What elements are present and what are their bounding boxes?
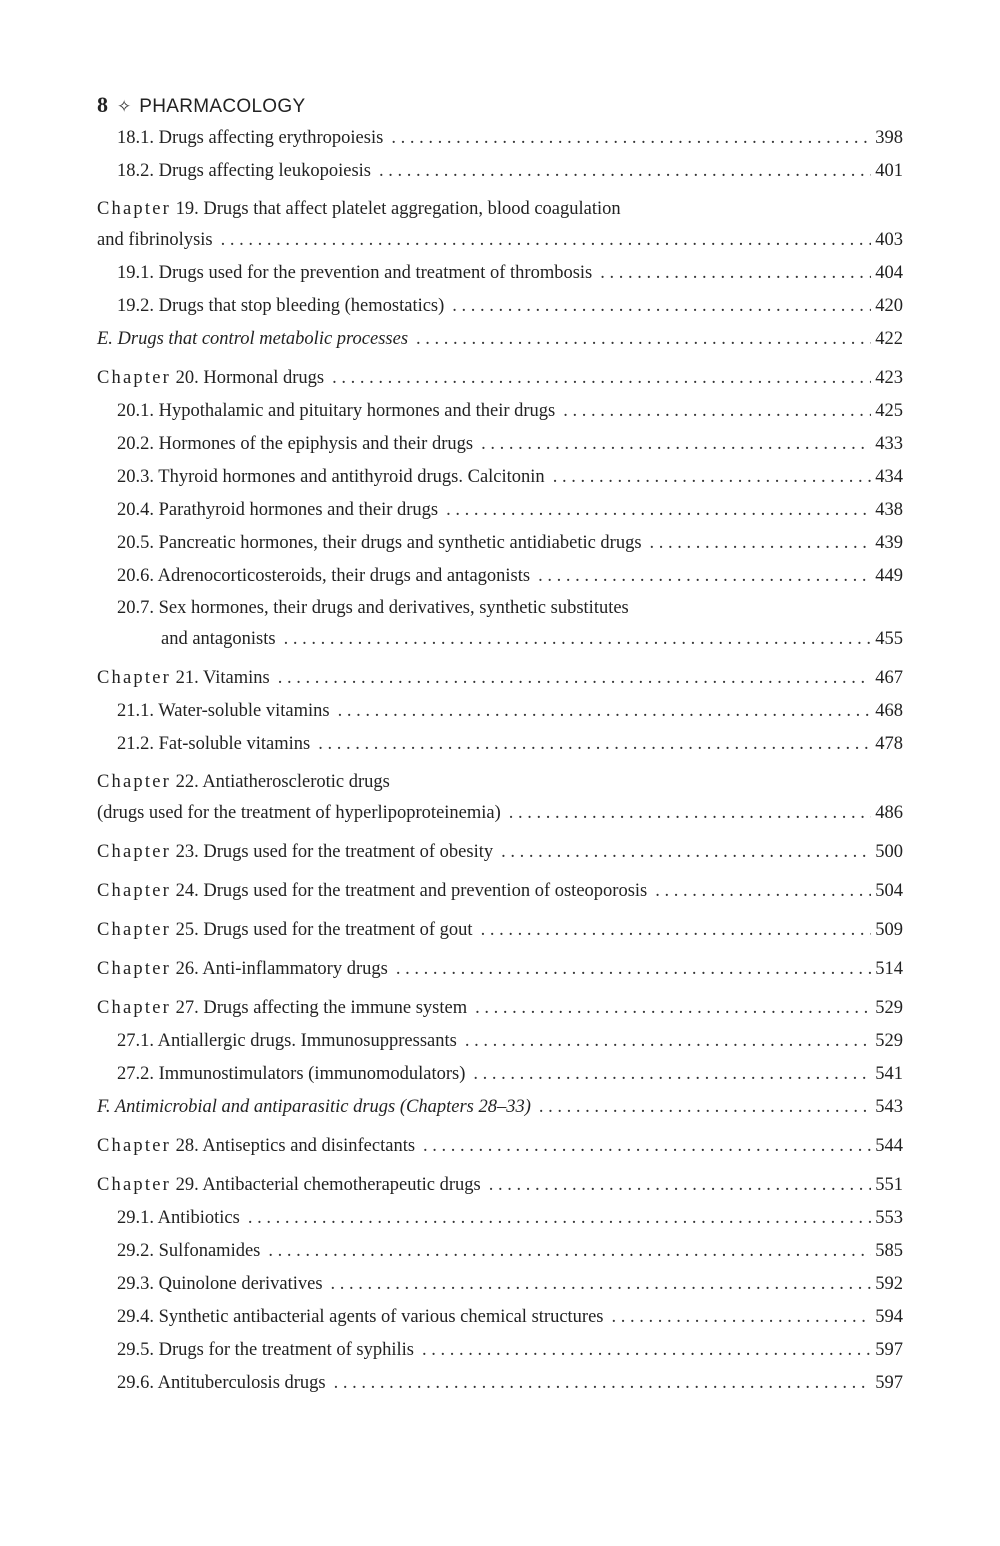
toc-page-number: 504 (875, 881, 903, 901)
toc-entry-text: 18.1. Drugs affecting erythropoiesis (117, 128, 384, 148)
toc-page-number: 433 (875, 434, 903, 454)
dot-leader (268, 1235, 871, 1268)
dot-leader (563, 395, 871, 428)
toc-entry-text: and fibrinolysis (97, 230, 213, 250)
toc-page-number: 422 (875, 329, 903, 349)
toc-entry-sub[interactable] (97, 494, 903, 527)
toc-page-number: 544 (875, 1136, 903, 1156)
dot-leader (248, 1202, 871, 1235)
toc-entry-sub[interactable] (97, 1301, 903, 1334)
toc-entry-title (117, 290, 444, 323)
toc-page-number: 592 (875, 1274, 903, 1294)
toc-entry-row (97, 1169, 903, 1202)
toc-entry-title (97, 323, 408, 356)
toc-entry-title (97, 362, 324, 395)
toc-entry-sub[interactable] (97, 1202, 903, 1235)
toc-entry-text: 20.5. Pancreatic hormones, their drugs and synthetic antidiabetic drugs (117, 533, 642, 553)
toc-entry-title (117, 428, 473, 461)
toc-entry-text: 25. Drugs used for the treatment of gout (175, 920, 473, 940)
toc-entry-sub[interactable] (97, 593, 903, 656)
toc-entry-row (97, 323, 903, 356)
chapter-label: Chapter (97, 959, 171, 979)
toc-entry-text: 24. Drugs used for the treatment and prevention of osteoporosis (175, 881, 648, 901)
toc-entry-first-line (97, 767, 903, 797)
toc-entry-title (97, 992, 467, 1025)
toc-entry-row (97, 155, 903, 188)
dot-leader (318, 728, 871, 761)
chapter-label: Chapter (97, 881, 171, 901)
toc-entry-text: F. Antimicrobial and antiparasitic drugs (Chapters 28–33) (97, 1097, 531, 1117)
toc-entry-title (97, 224, 213, 257)
toc-entry-title (97, 1130, 415, 1163)
toc-entry-row (97, 362, 903, 395)
dot-leader (655, 875, 871, 908)
toc-page-number: 425 (875, 401, 903, 421)
toc-page-number: 401 (875, 161, 903, 181)
toc-entry-text: 21.2. Fat-soluble vitamins (117, 734, 311, 754)
toc-entry-first-line (97, 194, 903, 224)
toc-page-number: 514 (875, 959, 903, 979)
toc-entry-sub[interactable] (97, 257, 903, 290)
toc-entry-chapter[interactable] (97, 875, 903, 908)
toc-entry-title (97, 1169, 481, 1202)
toc-entry-sub[interactable] (97, 1268, 903, 1301)
toc-entry-row (97, 914, 903, 947)
toc-entry-chapter[interactable] (97, 1169, 903, 1202)
toc-entry-title (117, 1268, 323, 1301)
chapter-label: Chapter (97, 368, 171, 388)
toc-entry-row (97, 527, 903, 560)
chapter-label: Chapter (97, 998, 171, 1018)
toc-entry-text: 27.2. Immunostimulators (immunomodulators) (117, 1064, 466, 1084)
toc-entry-text: 29.3. Quinolone derivatives (117, 1274, 323, 1294)
toc-entry-text: 26. Anti-inflammatory drugs (175, 959, 388, 979)
toc-entry-title (117, 257, 592, 290)
toc-entry-section[interactable] (97, 1091, 903, 1124)
chapter-label: Chapter (97, 1175, 171, 1195)
toc-entry-row (97, 461, 903, 494)
toc-entry-sub[interactable] (97, 1334, 903, 1367)
toc-entry-text: 27.1. Antiallergic drugs. Immunosuppressants (117, 1031, 457, 1051)
toc-entry-row (97, 290, 903, 323)
toc-entry-row (97, 1091, 903, 1124)
toc-entry-sub[interactable] (97, 527, 903, 560)
toc-entry-first-line (97, 593, 903, 623)
toc-entry-row (97, 257, 903, 290)
toc-entry-text: 21. Vitamins (175, 668, 270, 688)
toc-entry-chapter[interactable] (97, 836, 903, 869)
dot-leader (396, 953, 871, 986)
toc-page-number: 509 (875, 920, 903, 940)
toc-entry-row (97, 623, 903, 656)
toc-entry-title (97, 1091, 531, 1124)
toc-entry-title (117, 155, 371, 188)
toc-entry-text: E. Drugs that control metabolic processes (97, 329, 409, 349)
toc-entry-row (97, 1025, 903, 1058)
toc-entry-sub[interactable] (97, 1367, 903, 1400)
toc-entry-title (117, 494, 438, 527)
toc-entry-title: 19. Drugs that affect platelet aggregation, blood coagulation (175, 199, 621, 219)
toc-entry-title (117, 1235, 260, 1268)
toc-page-number: 404 (875, 263, 903, 283)
dot-leader (473, 1058, 871, 1091)
toc-entry-text: 23. Drugs used for the treatment of obesity (175, 842, 494, 862)
toc-entry-row (97, 1301, 903, 1334)
dot-leader (475, 992, 871, 1025)
dot-leader (481, 914, 872, 947)
toc-page-number: 467 (875, 668, 903, 688)
dot-leader (509, 797, 871, 830)
toc-entry-title (97, 797, 501, 830)
toc-entry-title (97, 914, 473, 947)
dot-leader (612, 1301, 872, 1334)
dot-leader (334, 1367, 872, 1400)
toc-entry-row (97, 428, 903, 461)
toc-entry-row (97, 1268, 903, 1301)
toc-page (97, 92, 903, 1400)
toc-entry-sub[interactable] (97, 695, 903, 728)
toc-entry-sub[interactable] (97, 290, 903, 323)
toc-page-number: 551 (875, 1175, 903, 1195)
toc-entry-row (97, 1130, 903, 1163)
toc-entry-sub[interactable] (97, 1235, 903, 1268)
toc-page-number: 439 (875, 533, 903, 553)
dot-leader (553, 461, 872, 494)
toc-entry-row (97, 224, 903, 257)
toc-entry-row (97, 1058, 903, 1091)
toc-entry-title (97, 875, 647, 908)
toc-page-number: 553 (875, 1208, 903, 1228)
dot-leader (538, 560, 871, 593)
toc-entry-chapter[interactable] (97, 194, 903, 257)
toc-page-number: 478 (875, 734, 903, 754)
toc-entry-title (117, 527, 642, 560)
toc-page-number: 486 (875, 803, 903, 823)
dot-leader (338, 695, 872, 728)
toc-entry-text: 20. Hormonal drugs (175, 368, 325, 388)
chapter-label: Chapter (97, 668, 171, 688)
toc-entry-chapter[interactable] (97, 1130, 903, 1163)
toc-entry-text: 20.1. Hypothalamic and pituitary hormones and their drugs (117, 401, 556, 421)
toc-page-number: 529 (875, 998, 903, 1018)
toc-entry-row (97, 797, 903, 830)
toc-entry-sub[interactable] (97, 461, 903, 494)
dot-leader (465, 1025, 871, 1058)
toc-entry-row (97, 395, 903, 428)
toc-entry-title (117, 122, 383, 155)
toc-entry-text: 29.5. Drugs for the treatment of syphilis (117, 1340, 414, 1360)
toc-entry-row (97, 1235, 903, 1268)
toc-entry-sub[interactable] (97, 155, 903, 188)
toc-entry-text: 20.2. Hormones of the epiphysis and their drugs (117, 434, 474, 454)
dot-leader (379, 155, 871, 188)
toc-entry-sub[interactable] (97, 728, 903, 761)
toc-entry-title (97, 662, 270, 695)
toc-entry-chapter[interactable] (97, 767, 903, 830)
toc-entry-row (97, 1202, 903, 1235)
toc-entry-title (117, 1334, 414, 1367)
toc-entry-title (117, 395, 555, 428)
toc-page-number: 541 (875, 1064, 903, 1084)
toc-entry-title (117, 1301, 604, 1334)
toc-entry-title (117, 1367, 326, 1400)
toc-entry-row (97, 560, 903, 593)
chapter-label: Chapter (97, 920, 171, 940)
toc-entry-title: 22. Antiatherosclerotic drugs (175, 772, 390, 792)
toc-entry-chapter[interactable] (97, 992, 903, 1025)
toc-entry-row (97, 992, 903, 1025)
toc-entry-row (97, 953, 903, 986)
dot-leader (423, 1130, 871, 1163)
toc-page-number: 423 (875, 368, 903, 388)
toc-entry-chapter[interactable] (97, 914, 903, 947)
toc-page-number: 398 (875, 128, 903, 148)
toc-entry-text: 21.1. Water-soluble vitamins (117, 701, 330, 721)
toc-entry-row (97, 836, 903, 869)
toc-entry-row (97, 728, 903, 761)
table-of-contents (97, 122, 903, 1400)
chapter-label: Chapter (97, 842, 171, 862)
toc-page-number: 468 (875, 701, 903, 721)
dot-leader (416, 323, 871, 356)
toc-entry-text: 29.4. Synthetic antibacterial agents of various chemical structures (117, 1307, 604, 1327)
book-title: PHARMACOLOGY (139, 96, 306, 117)
toc-page-number: 543 (875, 1097, 903, 1117)
toc-entry-row (97, 695, 903, 728)
toc-entry-title (117, 695, 330, 728)
toc-entry-text: 29.2. Sulfonamides (117, 1241, 261, 1261)
toc-entry-text: and antagonists (161, 629, 276, 649)
chapter-label: Chapter (97, 1136, 171, 1156)
page-number: 8 (97, 92, 108, 117)
toc-entry-text: 20.4. Parathyroid hormones and their drugs (117, 500, 439, 520)
toc-page-number: 434 (875, 467, 903, 487)
toc-entry-text: 29.1. Antibiotics (117, 1208, 240, 1228)
toc-entry-sub[interactable] (97, 428, 903, 461)
toc-entry-text: 20.6. Adrenocorticosteroids, their drugs and antagonists (117, 566, 531, 586)
toc-entry-text: 27. Drugs affecting the immune system (175, 998, 468, 1018)
toc-page-number: 597 (875, 1340, 903, 1360)
toc-entry-sub[interactable] (97, 122, 903, 155)
toc-entry-chapter[interactable] (97, 662, 903, 695)
running-header (97, 92, 903, 122)
toc-entry-chapter[interactable] (97, 362, 903, 395)
toc-entry-title: 20.7. Sex hormones, their drugs and derivatives, synthetic substitutes (117, 598, 629, 618)
dot-leader (422, 1334, 871, 1367)
toc-page-number: 420 (875, 296, 903, 316)
toc-entry-text: 29. Antibacterial chemotherapeutic drugs (175, 1175, 481, 1195)
toc-entry-title (117, 1202, 240, 1235)
toc-entry-title (117, 1025, 457, 1058)
toc-page-number: 594 (875, 1307, 903, 1327)
toc-entry-title (117, 560, 530, 593)
dot-leader (221, 224, 872, 257)
toc-entry-row (97, 662, 903, 695)
dot-leader (391, 122, 871, 155)
toc-page-number: 455 (875, 629, 903, 649)
dot-leader (284, 623, 872, 656)
dot-leader (446, 494, 871, 527)
toc-entry-text: (drugs used for the treatment of hyperlipoproteinemia) (97, 803, 501, 823)
toc-entry-row (97, 122, 903, 155)
chapter-label: Chapter (97, 772, 171, 792)
dot-leader (650, 527, 872, 560)
toc-entry-chapter[interactable] (97, 953, 903, 986)
dot-leader (489, 1169, 872, 1202)
dot-leader (331, 1268, 872, 1301)
dot-leader (332, 362, 871, 395)
dot-leader (481, 428, 871, 461)
toc-entry-section[interactable] (97, 323, 903, 356)
dot-leader (278, 662, 872, 695)
toc-entry-row (97, 1334, 903, 1367)
toc-entry-sub[interactable] (97, 1025, 903, 1058)
toc-page-number: 529 (875, 1031, 903, 1051)
toc-entry-title (161, 623, 276, 656)
dot-leader (501, 836, 871, 869)
chapter-label: Chapter (97, 199, 171, 219)
toc-entry-title (117, 461, 545, 494)
dot-leader (539, 1091, 871, 1124)
toc-page-number: 403 (875, 230, 903, 250)
toc-entry-text: 19.1. Drugs used for the prevention and treatment of thrombosis (117, 263, 593, 283)
toc-entry-sub[interactable] (97, 395, 903, 428)
toc-entry-row (97, 494, 903, 527)
dot-leader (452, 290, 871, 323)
toc-entry-text: 28. Antiseptics and disinfectants (175, 1136, 416, 1156)
toc-entry-text: 20.3. Thyroid hormones and antithyroid drugs. Calcitonin (117, 467, 545, 487)
toc-entry-text: 18.2. Drugs affecting leukopoiesis (117, 161, 371, 181)
toc-entry-text: 29.6. Antituberculosis drugs (117, 1373, 326, 1393)
toc-entry-title (117, 728, 310, 761)
toc-entry-text: 19.2. Drugs that stop bleeding (hemostatics) (117, 296, 445, 316)
toc-entry-row (97, 1367, 903, 1400)
toc-page-number: 500 (875, 842, 903, 862)
toc-page-number: 585 (875, 1241, 903, 1261)
toc-entry-title (97, 836, 493, 869)
diamond-ornament-icon: ✧ (117, 97, 132, 116)
toc-entry-title (117, 1058, 465, 1091)
toc-entry-sub[interactable] (97, 560, 903, 593)
toc-entry-sub[interactable] (97, 1058, 903, 1091)
toc-page-number: 438 (875, 500, 903, 520)
toc-page-number: 449 (875, 566, 903, 586)
toc-entry-row (97, 875, 903, 908)
toc-page-number: 597 (875, 1373, 903, 1393)
toc-entry-title (97, 953, 388, 986)
dot-leader (600, 257, 871, 290)
